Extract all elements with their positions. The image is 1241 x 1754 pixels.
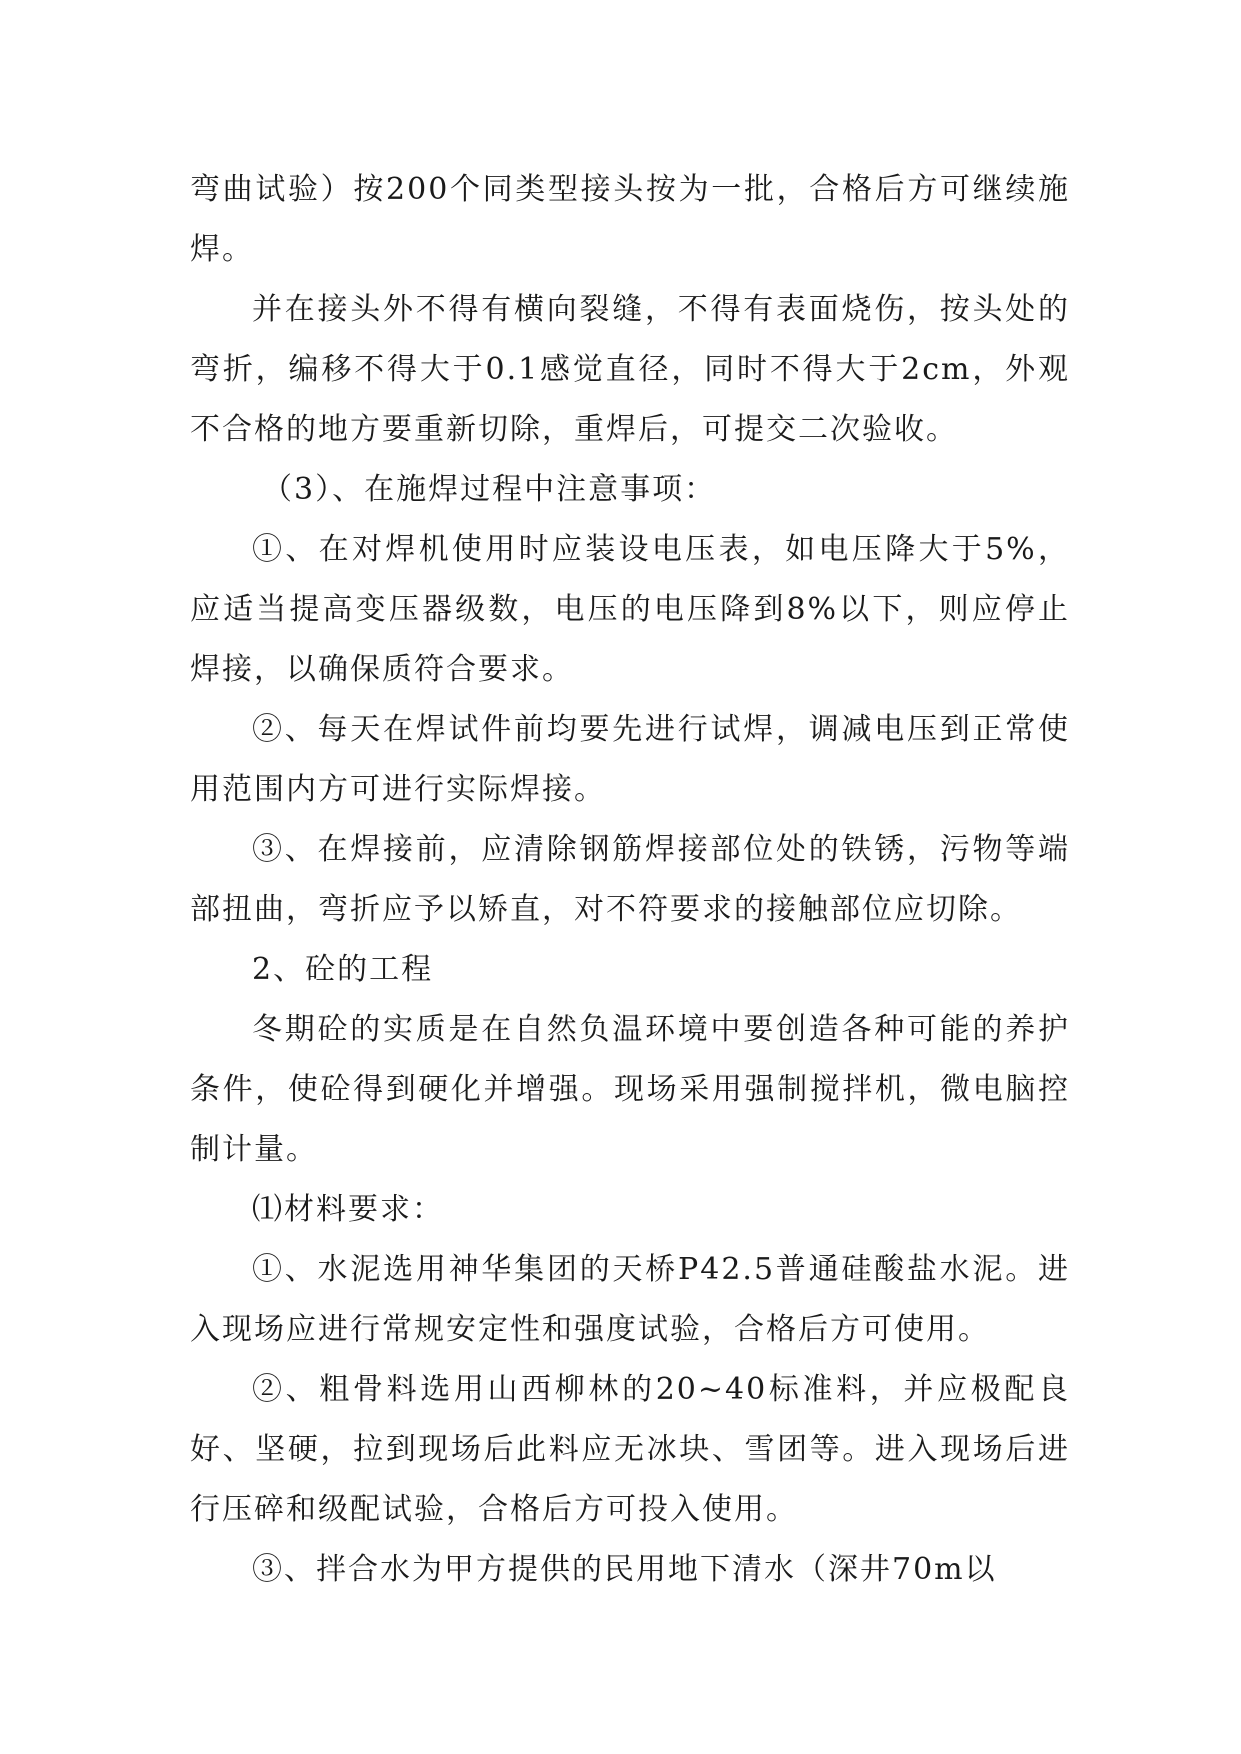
paragraph-note-2: ②、每天在焊试件前均要先进行试焊，调减电压到正常使用范围内方可进行实际焊接。 (190, 712, 1070, 807)
paragraph-material-aggregate: ②、粗骨料选用山西柳林的20~40标准料，并应极配良好、坚硬，拉到现场后此料应无冰块、雪团等。进入现场后进行压碎和级配试验，合格后方可投入使用。 (190, 1372, 1070, 1527)
paragraph-bend-test: 弯曲试验）按200个同类型接头按为一批，合格后方可继续施焊。 (190, 172, 1070, 267)
paragraph-joint-requirements: 并在接头外不得有横向裂缝，不得有表面烧伤，按头处的弯折，编移不得大于0.1感觉直径，同时不得大于2cm，外观不合格的地方要重新切除，重焊后，可提交二次验收。 (190, 292, 1070, 447)
section-heading-materials: ⑴材料要求： (252, 1192, 444, 1227)
paragraph-note-3: ③、在焊接前，应清除钢筋焊接部位处的铁锈，污物等端部扭曲，弯折应予以矫直，对不符要求的接触部位应切除。 (190, 832, 1070, 927)
paragraph-material-cement: ①、水泥选用神华集团的天桥P42.5普通硅酸盐水泥。进入现场应进行常规安定性和强度试验，合格后方可使用。 (190, 1252, 1070, 1347)
paragraph-note-1: ①、在对焊机使用时应装设电压表，如电压降大于5%，应适当提高变压器级数，电压的电压降到8%以下，则应停止焊接，以确保质符合要求。 (190, 532, 1070, 687)
paragraph-winter-concrete: 冬期砼的实质是在自然负温环境中要创造各种可能的养护条件，使砼得到硬化并增强。现场采用强制搅拌机，微电脑控制计量。 (190, 1012, 1070, 1167)
section-heading-concrete: 2、砼的工程 (252, 952, 434, 987)
section-heading-welding-notes: （3）、在施焊过程中注意事项： (262, 472, 717, 507)
document-body (190, 160, 1070, 1600)
paragraph-material-water: ③、拌合水为甲方提供的民用地下清水（深井70m以 (252, 1552, 997, 1587)
